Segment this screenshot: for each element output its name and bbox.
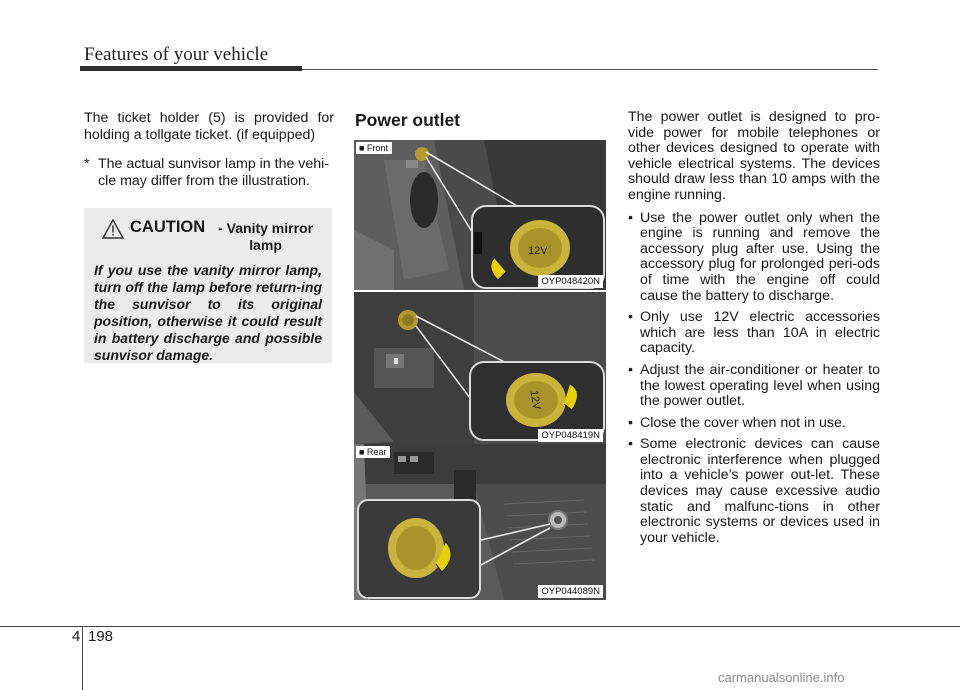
bullet-mark: • (628, 309, 633, 326)
footer-rule (0, 626, 960, 627)
warning-triangle-icon (102, 219, 124, 239)
power-outlet-bullets (628, 211, 880, 547)
section-number: 4 (72, 628, 81, 645)
header-rule (302, 69, 878, 70)
caution-body: If you use the vanity mirror lamp, turn off the lamp before return-ing the sunvisor to its original position, otherwise it could result in battery discharge and possible sunvisor damage. (94, 262, 322, 363)
power-outlet-intro: The power outlet is designed to pro-vide power for mobile telephones or other devices designed to operate with vehicle electrical systems. The devices should draw less than 10 amps with the engine running. (628, 109, 880, 203)
caution-subtitle: - Vanity mirror lamp (218, 220, 314, 253)
note-asterisk: * (84, 156, 90, 172)
bullet-text: Close the cover when not in use. (640, 414, 846, 431)
rear-cargo-illustration (354, 444, 606, 600)
right-column (628, 110, 880, 552)
list-item (628, 437, 880, 546)
section-title: Power outlet (355, 110, 461, 130)
list-item (628, 363, 880, 410)
figure-rear-outlet (354, 444, 606, 600)
bullet-text: Adjust the air-conditioner or heater to the lowest operating level when using the power outlet. (640, 361, 880, 410)
figure-front-tag: ■ Front (356, 142, 392, 154)
list-item (628, 211, 880, 305)
bullet-mark: • (628, 361, 633, 378)
caution-label: CAUTION (130, 218, 206, 236)
figure-code: OYP044089N (538, 585, 603, 598)
figure-side-outlet (354, 292, 606, 444)
page-number: 198 (88, 628, 114, 645)
note-text: The actual sunvisor lamp in the vehi-cle may differ from the illustration. (98, 156, 330, 189)
bullet-text: Some electronic devices can cause electronic interference when plugged into a vehicle’s power out-let. These devices may cause excessive audio static and malfunc-tions in other electronic systems or devices used in your vehicle. (640, 436, 880, 546)
caution-header (94, 218, 322, 254)
footer-divider (82, 626, 83, 690)
bullet-text: Use the power outlet only when the engine is running and remove the accessory plug after use. Using the accessory plug for prolonged peri-ods of time with the engine off could cause the battery to discharge. (640, 209, 880, 304)
front-console-illustration (354, 140, 606, 290)
figure-code: OYP048419N (538, 429, 603, 442)
left-column (84, 110, 334, 190)
bullet-mark: • (628, 209, 633, 226)
ticket-holder-paragraph: The ticket holder (5) is provided for holding a tollgate ticket. (if equipped) (84, 110, 334, 143)
caution-box (84, 208, 332, 363)
bullet-mark: • (628, 414, 633, 431)
watermark: carmanualsonline.info (718, 670, 845, 685)
list-item (628, 416, 880, 432)
page-header-title: Features of your vehicle (84, 44, 269, 65)
side-panel-illustration (354, 292, 606, 444)
bullet-mark: • (628, 436, 633, 453)
figure-code: OYP048420N (538, 275, 603, 288)
illustration-note (84, 156, 334, 190)
figure-front-outlet (354, 140, 606, 290)
bullet-text: Only use 12V electric accessories which are less than 10A in electric capacity. (640, 309, 880, 357)
svg-text:12V: 12V (527, 389, 543, 411)
figure-rear-tag: ■ Rear (356, 446, 390, 458)
list-item (628, 310, 880, 357)
header-bar (80, 66, 302, 71)
svg-text:12V: 12V (528, 245, 548, 257)
